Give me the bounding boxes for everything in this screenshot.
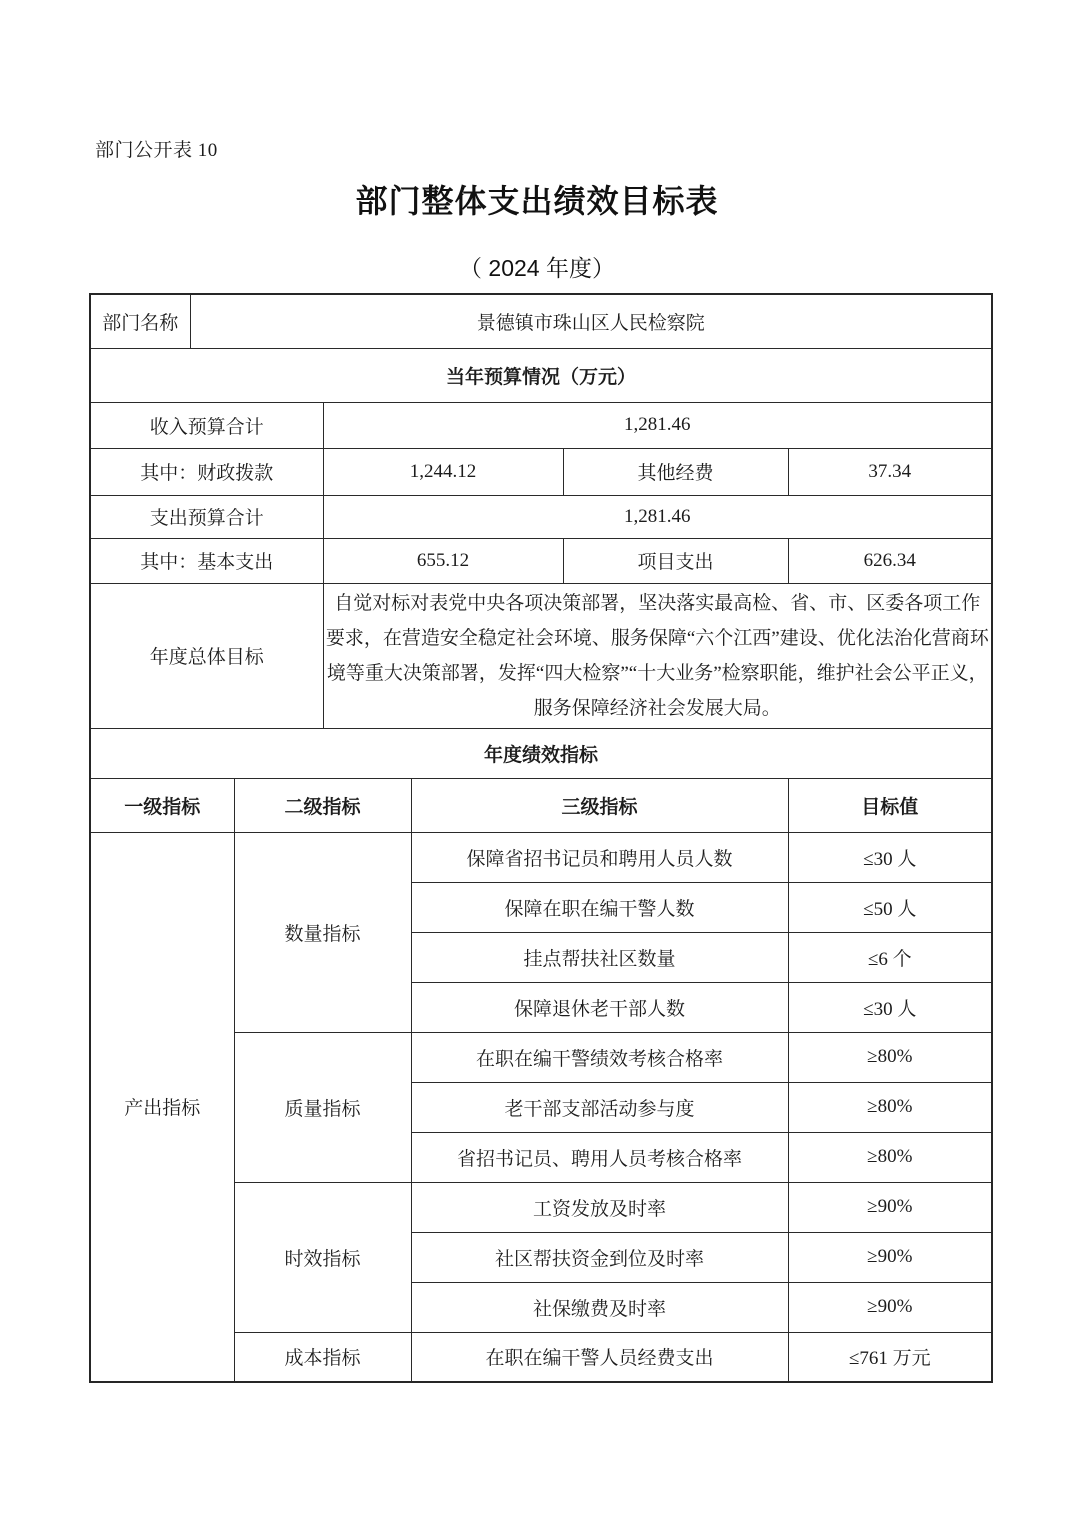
indicator-target: ≥90% xyxy=(788,1232,992,1282)
document-title: 部门整体支出绩效目标表 xyxy=(355,183,719,219)
dept-name-label: 部门名称 xyxy=(90,294,190,348)
indicator-name: 老干部支部活动参与度 xyxy=(411,1082,788,1132)
level2-cost-indicator: 成本指标 xyxy=(234,1332,411,1382)
expense-total-value: 1,281.46 xyxy=(323,495,992,538)
basic-expense-label: 其中：基本支出 xyxy=(90,538,323,583)
fiscal-funding-label: 其中：财政拨款 xyxy=(90,448,323,495)
indicator-name: 保障退休老干部人数 xyxy=(411,982,788,1032)
income-total-value: 1,281.46 xyxy=(323,402,992,448)
indicator-name: 在职在编干警绩效考核合格率 xyxy=(411,1032,788,1082)
dept-name-value: 景德镇市珠山区人民检察院 xyxy=(190,294,992,348)
indicator-target: ≤30 人 xyxy=(788,982,992,1032)
indicator-target: ≥80% xyxy=(788,1032,992,1082)
indicator-name: 工资发放及时率 xyxy=(411,1182,788,1232)
annual-goal-label: 年度总体目标 xyxy=(90,583,323,728)
expense-total-row xyxy=(90,495,992,538)
doc-number-label: 部门公开表 10 xyxy=(95,140,218,161)
performance-target-table xyxy=(89,293,993,1383)
header-target-value: 目标值 xyxy=(788,778,992,832)
budget-section-row xyxy=(90,348,992,402)
indicators-section-row xyxy=(90,728,992,778)
indicator-name: 在职在编干警人员经费支出 xyxy=(411,1332,788,1382)
fiscal-funding-row xyxy=(90,448,992,495)
indicator-target: ≥80% xyxy=(788,1132,992,1182)
indicator-target: ≥90% xyxy=(788,1282,992,1332)
annual-goal-row xyxy=(90,583,992,728)
indicator-target: ≤6 个 xyxy=(788,932,992,982)
indicator-target: ≥80% xyxy=(788,1082,992,1132)
expense-total-label: 支出预算合计 xyxy=(90,495,323,538)
document-subtitle: （ 2024 年度） xyxy=(459,255,615,281)
indicator-name: 社保缴费及时率 xyxy=(411,1282,788,1332)
indicator-name: 保障在职在编干警人数 xyxy=(411,882,788,932)
indicator-target: ≤761 万元 xyxy=(788,1332,992,1382)
level2-quantity-indicator: 数量指标 xyxy=(234,832,411,1032)
indicator-name: 保障省招书记员和聘用人员人数 xyxy=(411,832,788,882)
level1-output-indicator: 产出指标 xyxy=(90,832,234,1382)
project-expense-label: 项目支出 xyxy=(563,538,788,583)
level2-timeliness-indicator: 时效指标 xyxy=(234,1182,411,1332)
other-funds-label: 其他经费 xyxy=(563,448,788,495)
header-level3-indicator: 三级指标 xyxy=(411,778,788,832)
indicator-name: 省招书记员、聘用人员考核合格率 xyxy=(411,1132,788,1182)
income-total-label: 收入预算合计 xyxy=(90,402,323,448)
annual-goal-text: 自觉对标对表党中央各项决策部署，坚决落实最高检、省、市、区委各项工作要求，在营造安全稳定社会环境、服务保障“六个江西”建设、优化法治化营商环境等重大决策部署，发挥“四大检察”“十大业务”检察职能，维护社会公平正义，服务保障经济社会发展大局。 xyxy=(323,583,992,728)
fiscal-funding-value: 1,244.12 xyxy=(323,448,563,495)
indicator-target: ≤30 人 xyxy=(788,832,992,882)
indicator-target: ≤50 人 xyxy=(788,882,992,932)
income-total-row xyxy=(90,402,992,448)
budget-section-title: 当年预算情况（万元） xyxy=(90,348,992,402)
basic-expense-value: 655.12 xyxy=(323,538,563,583)
header-level2-indicator: 二级指标 xyxy=(234,778,411,832)
indicator-row xyxy=(90,832,992,882)
indicators-header-row xyxy=(90,778,992,832)
other-funds-value: 37.34 xyxy=(788,448,992,495)
project-expense-value: 626.34 xyxy=(788,538,992,583)
indicator-name: 挂点帮扶社区数量 xyxy=(411,932,788,982)
level2-quality-indicator: 质量指标 xyxy=(234,1032,411,1182)
basic-expense-row xyxy=(90,538,992,583)
header-level1-indicator: 一级指标 xyxy=(90,778,234,832)
indicator-name: 社区帮扶资金到位及时率 xyxy=(411,1232,788,1282)
dept-name-row xyxy=(90,294,992,348)
indicator-target: ≥90% xyxy=(788,1182,992,1232)
indicators-section-title: 年度绩效指标 xyxy=(90,728,992,778)
